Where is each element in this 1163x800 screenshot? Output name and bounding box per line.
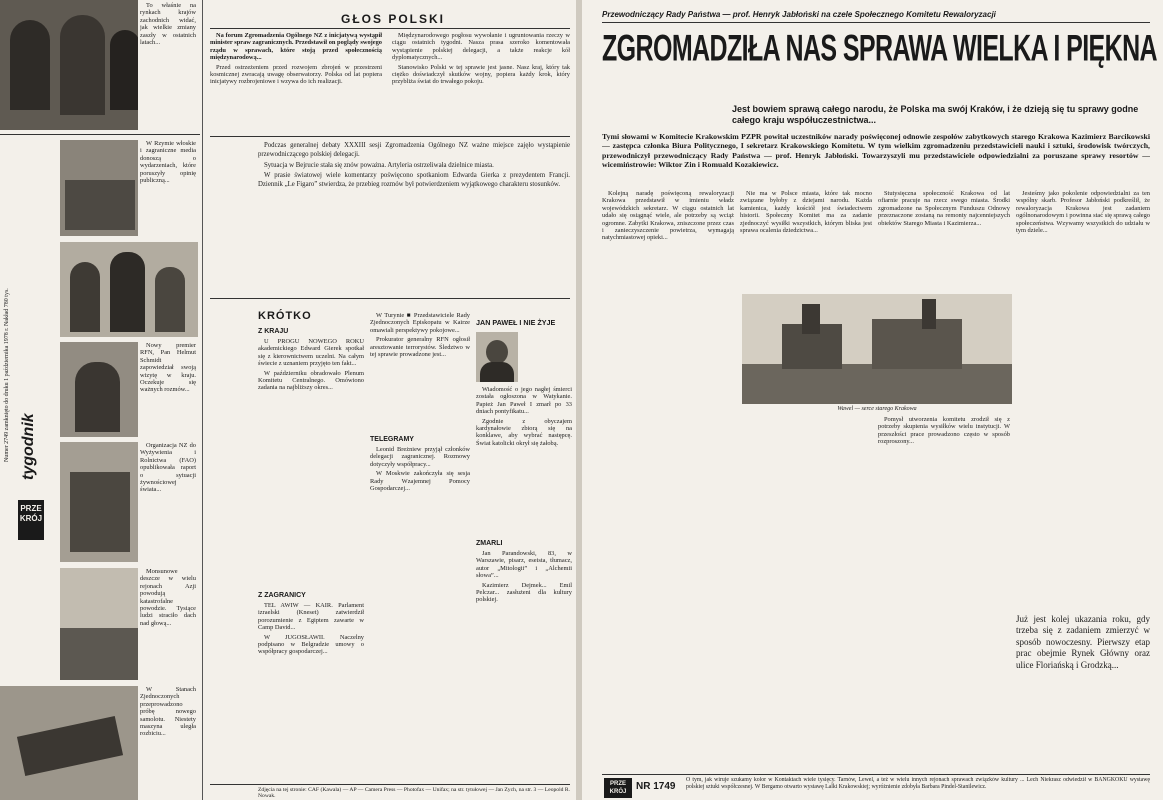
left-narrow-text-5: Monsunowe deszcze w wielu rejonach Azji powodują katastrofalne powodzie. Tysiące ludzi straciło dach nad głową... <box>140 568 196 627</box>
kicker-line: Przewodniczący Rady Państwa — prof. Henryk Jabłoński na czele Społecznego Komitetu Rewaloryzacji <box>602 10 996 19</box>
print-info-caption: Numer 2749 zamknięto do druku 1 października 1978 r. Nakład 780 tys. <box>4 288 10 462</box>
left-narrow-text-1: To właśnie na rynkach krajów zachodnich widać, jak wielkie zmiany zaszły w ostatnich latach... <box>140 2 196 47</box>
przekroj-logo-badge: PRZE KRÓJ <box>18 500 44 540</box>
world-news-briefs: Podczas generalnej debaty XXXIII sesji Zgromadzenia Ogólnego NZ ważne miejsce zajęło wystąpienie przewodniczącego polskiej delegacji. Sytuacja w Bejrucie stała się znów poważna. Artyleria ostrzeliwała dzielnice miasta. W prasie światowej wiele komentarzy poświęcono spotkaniom Edwarda Gierka z prezydentem Francji. Dziennik „Le Figaro” stwierdza, że przebieg rozmów był potwierdzeniem wyjątkowego charakteru stosunków. <box>258 142 570 189</box>
photo-wawel-castle <box>742 294 1012 404</box>
left-narrow-text-2: W Rzymie włoskie i zagraniczne media donoszą o wydarzeniach, które poruszyły opinię publiczną... <box>140 140 196 185</box>
article-lower-b: Już jest kolej ukazania roku, gdy trzeba się z zadaniem zmierzyć w sposób nowoczesny. Pierwszy etap prac obejmie Rynek Główny oraz ulice Floriańską i Grodzką... <box>1016 614 1150 670</box>
krotko-col-2: W Turynie ■ Przedstawiciele Rady Zjednoczonych Episkopatu w Kairze omawiali perspektywy pokojowe... Prokurator generalny RFN ogłosił aresztowanie terrorystów. Śledztwo w tej sprawie prowadzone jest... <box>370 312 470 359</box>
deck: Jest bowiem sprawą całego narodu, że Polska ma swój Kraków, i że dzieją się tu sprawy godne całego kraju współuczestnictwa... <box>732 104 1139 125</box>
telegramy-text: Leonid Breżniew przyjął członków delegacji zagranicznej. Rozmowy dotyczyły współpracy... W Moskwie zakończyła się sesja Rady Wzajemnej Pomocy Gospodarczej... <box>370 446 470 493</box>
jan-pawel-title: JAN PAWEŁ I NIE ŻYJE <box>476 318 556 327</box>
left-narrow-text-3: Nowy premier RFN, Pan Helmut Schmidt zapowiedział swoją wizytę w kraju. Oczekuje się ważnych rozmów... <box>140 342 196 394</box>
bottom-badge: PRZE KRÓJ <box>604 778 632 798</box>
right-page <box>582 0 1163 800</box>
photo-rome-street <box>60 140 138 236</box>
przekroj-logo-text: tygodnik <box>20 413 37 480</box>
article-col-1: Kolejną naradę poświęconą rewaloryzacji Krakowa przedstawił w imieniu władz wojewódzkich sekretarz. W ciągu ostatnich lat udało się osiągnąć wiele, ale potrzeby są wciąż ogromne. Zabytki Krakowa, zniszczone przez czas i zanieczyszczenie powietrza, wymagają natychmiastowej opieki... <box>602 190 734 242</box>
headline: ZGROMADZIŁA NAS SPRAWA WIELKA I PIĘKNA <box>602 27 1157 70</box>
photo-pope <box>476 332 518 382</box>
glos-polski-col-b: Międzynarodowego pogłosu wywołanie i ugruntowania rzeczy w ciągu ostatnich tygodni. Nasza prasa szeroko komentowała wystąpienie polskiej delegacji, a także reakcje kół dyplomatycznych... Stanowisko Polski w tej sprawie jest jasne. Nasz kraj, który tak ciężko doświadczył skutków wojny, popiera każdy krok, który przybliża świat do trwałego pokoju. <box>392 32 570 86</box>
glos-polski-col-a: Na forum Zgromadzenia Ogólnego NZ z inicjatywą wystąpił minister spraw zagranicznych. Przedstawił on poglądy swojego rządu w sprawach, które stoją przed społecznością międzynarodową... Przed ostrzeżeniem przed rozwojem zbrojeń w przestrzeni kosmicznej zwracają uwagę obserwatorzy. Polska od lat popiera inicjatywy rozbrojeniowe i wzywa do ich realizacji. <box>210 32 382 86</box>
article-col-3: Stutysięczna społeczność Krakowa od lat ofiarnie pracuje na rzecz swego miasta. Środki zgromadzone na Społecznym Funduszu Odnowy przeznaczone zostaną na remonty najcenniejszych obiektów Starego Miasta i Kazimierza... <box>878 190 1010 227</box>
glos-polski-title: GŁOS POLSKI <box>340 12 445 26</box>
bottom-items: O tym, jak wiruje szukamy kolor w Kontaktach wiele tysięcy. Tarnów, Lewel, a też w wielu innych rejonach sprawach związków kultury ... Lech Niekrasz odwiedził w BANGKOKU wystawę polskiej sztuki współczesnej. W Bergamo otwarto wystawę Lalki Krakowskiej; wyróżnienie zdobyła Barbara Pindel-Stanilewicz. <box>686 777 1150 790</box>
wawel-caption: Wawel — serce starego Krakowa <box>837 406 917 412</box>
article-col-2: Nie ma w Polsce miasta, które tak mocno związane byłoby z dziejami narodu. Każda kamienica, każdy kościół jest świadectwem historii. Społeczny Komitet ma za zadanie zjednoczyć wysiłki wszystkich, którym bliska jest sprawa ocalenia dziedzictwa... <box>740 190 872 235</box>
z-kraju-heading: Z KRAJU <box>258 328 289 335</box>
z-zagranicy-text: TEL AWIW — KAIR. Parlament izraelski (Kneset) zatwierdził porozumienie z Egiptem zawarte w Camp David... W JUGOSŁAWII. Naczelny podpisano w Belgradzie umowy o współpracy gospodarczej... <box>258 602 364 656</box>
left-page <box>0 0 576 800</box>
issue-number: NR 1749 <box>636 781 676 792</box>
jan-pawel-text: Wiadomość o jego nagłej śmierci została ogłoszona w Watykanie. Papież Jan Paweł I zmarł po 33 dniach pontyfikatu... Zgodnie z obyczajem kardynałowie zbiorą się na konklawe, aby wybrać następcę. Świat katolicki okrył się żałobą. <box>476 386 572 447</box>
z-kraju-text: U PROGU NOWEGO ROKU akademickiego Edward Gierek spotkał się z kierownictwem uczelni. Na całym świecie z uznaniem przyjęto ten fakt... W październiku obradowało Plenum Komitetu Centralnego. Omówiono zadania na najbliższy okres... <box>258 338 364 392</box>
photo-officials <box>0 0 138 130</box>
krotko-title: KRÓTKO <box>258 310 312 322</box>
photo-fao-meeting <box>60 442 138 562</box>
article-lower-a: Pomysł utworzenia komitetu zrodził się z potrzeby skupienia wysiłków wielu instytucji. W przeszłości prace prowadzono często w sposób rozproszony... <box>878 416 1010 446</box>
telegramy-heading: TELEGRAMY <box>370 436 414 443</box>
photo-credits: Zdjęcia na tej stronie: CAF (Kawala) — AP — Camera Press — Photofax — Unifax; na str. tytułowej — Jan Zych, na str. 3 — Leopold R. Nowak. <box>258 787 570 799</box>
lead-paragraph: Tymi słowami w Komitecie Krakowskim PZPR powitał uczestników narady poświęconej odnowie zespołów zabytkowych starego Krakowa Kazimierz Barcikowski — zastępca członka Biura Politycznego, I sekretarz Krakowskiego Komitetu. W tym wielkim zgromadzeniu przedstawicieli nauki i sztuki, środowisk twórczych, przewodniczył przewodniczący Rady Państwa — prof. Henryk Jabłoński. Towarzyszyli mu przedstawiciele odpowiedzialni za poruszane sprawy resortów — wicemiństrowie: Wiktor Zin i Romuald Kozakiewicz. <box>602 132 1150 170</box>
zmarli-text: Jan Parandowski, 83, w Warszawie, pisarz, eseista, tłumacz, autor „Mitologii” i „Alchemii słowa”... Kazimierz Dejmek... Emil Pelczar... zasłużeni dla kultury polskiej. <box>476 550 572 604</box>
photo-officials-2 <box>60 342 138 437</box>
photo-flood <box>60 568 138 680</box>
photo-crowd <box>60 242 198 337</box>
article-col-4: Jesteśmy jako pokolenie odpowiedzialni za ten wspólny skarb. Profesor Jabłoński podkreślił, że rewaloryzacja Krakowa jest zadaniem ogólnonarodowym i powinna stać się sprawą całego społeczeństwa. Wzywamy wszystkich do udziału w tym dziele... <box>1016 190 1150 235</box>
zmarli-heading: ZMARLI <box>476 540 503 547</box>
left-narrow-text-4: Organizacja NZ do Wyżywienia i Rolnictwa (FAO) opublikowała raport o sytuacji żywnościowej świata... <box>140 442 196 494</box>
z-zagranicy-heading: Z ZAGRANICY <box>258 592 306 599</box>
photo-plane-crash <box>0 686 138 800</box>
left-narrow-text-6: W Stanach Zjednoczonych przeprowadzono próbę nowego samolotu. Niestety maszyna uległa rozbiciu... <box>140 686 196 738</box>
